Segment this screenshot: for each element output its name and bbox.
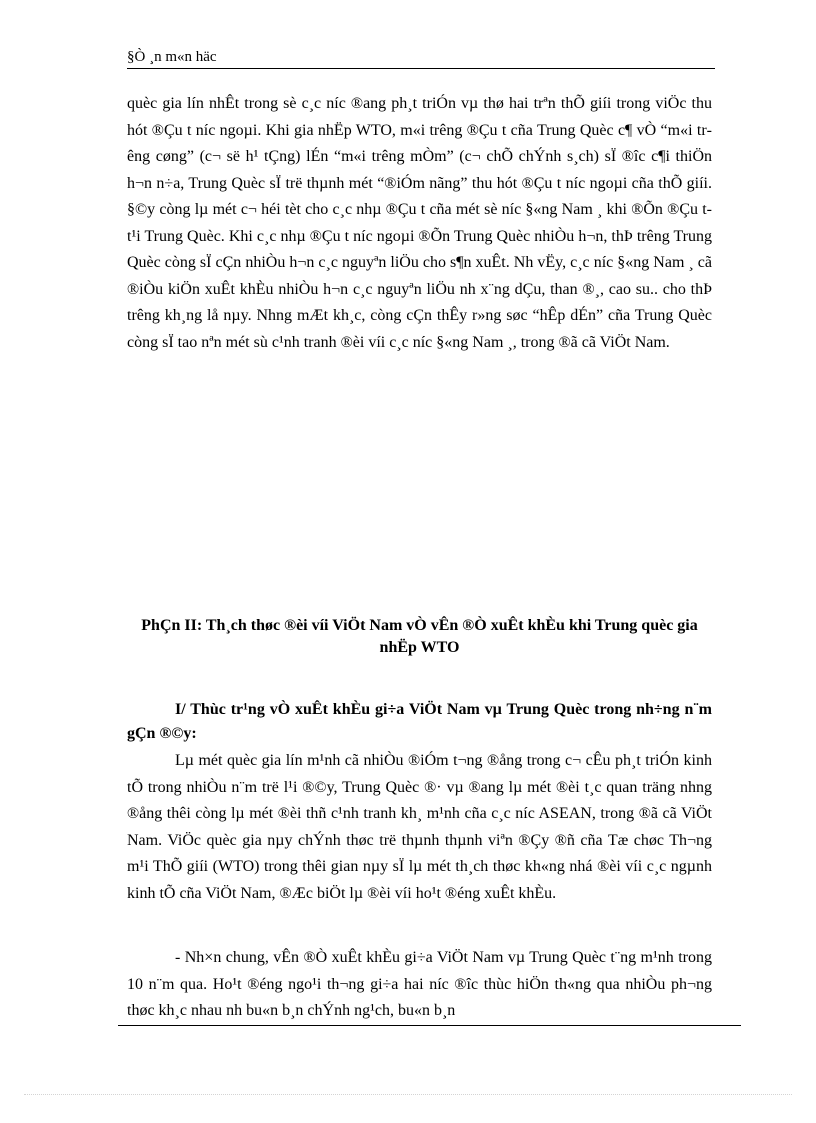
header-divider [127,68,715,69]
section-heading: I/ Thùc tr¹ng vÒ xuÊt khÈu gi÷a ViÖt Nam vµ Trung Quèc trong nh÷ng n¨m gÇn ®©y: [127,701,712,742]
page-break-dotted-line [24,1094,792,1095]
part-heading: PhÇn II: Th¸ch thøc ®èi víi ViÖt Nam vÒ vÊn ®Ò xuÊt khÈu khi Trung quèc gia nhËp WTO [141,617,698,656]
body-paragraph-overview: - Nh×n chung, vÊn ®Ò xuÊt khÈu gi÷a ViÖt Nam vµ Trung Quèc t¨ng m¹nh trong 10 n¨m qua. Ho¹t ®éng ngo¹i th¬ng gi÷a hai níc ®îc thùc hiÖn th«ng qua nhiÒu ph¬ng thøc kh¸c nhau nh bu«n b¸n chÝnh ng¹ch, bu«n b¸n [127,949,712,1019]
running-header: §Ò ¸n m«n häc [127,49,217,65]
footer-divider [118,1025,741,1026]
body-paragraph-continuation: quèc gia lín nhÊt trong sè c¸c níc ®ang ph¸t triÓn vµ thø hai trªn thÕ giíi trong viÖc thu hót ®Çu t níc ngoµi. Khi gia nhËp WTO, m«i trêng ®Çu t cña Trung Quèc c¶ vÒ “m«i trêng cøng” (c¬ së h¹ tÇng) lÉn “m«i trêng mÒm” (c¬ chÕ chÝnh s¸ch) sÏ ®îc c¶i thiÖn h¬n n÷a, Trung Quèc sÏ trë thµnh mét “®iÓm nãng” thu hót ®Çu t níc ngoµi cña thÕ giíi. §©y còng lµ mét c¬ héi tèt cho c¸c nhµ ®Çu t cña mét sè níc §«ng Nam ¸ khi ®Õn ®Çu t t¹i Trung Quèc. Khi c¸c nhµ ®Çu t níc ngoµi ®Õn Trung Quèc nhiÒu h¬n, thÞ trêng Trung Quèc còng sÏ cÇn nhiÒu h¬n c¸c nguyªn liÖu cho s¶n xuÊt. Nh vËy, c¸c níc §«ng Nam ¸ cã ®iÒu kiÖn xuÊt khÈu nhiÒu h¬n c¸c nguyªn liÖu nh x¨ng dÇu, than ®¸, cao su.. cho thÞ trêng kh¸ng lå nµy. Nhng mÆt kh¸c, còng cÇn thÊy r»ng søc “hÊp dÉn” cña Trung Quèc còng sÏ tao nªn mét sù c¹nh tranh ®èi víi c¸c níc §«ng Nam ¸, trong ®ã cã ViÖt Nam. [127,95,712,351]
body-paragraph-intro: Lµ mét quèc gia lín m¹nh cã nhiÒu ®iÓm t¬ng ®ång trong c¬ cÊu ph¸t triÓn kinh tÕ trong nhiÒu n¨m trë l¹i ®©y, Trung Quèc ®· vµ ®ang lµ mét ®èi t¸c quan träng nhng ®ång thêi còng lµ mét ®èi thñ c¹nh tranh kh¸ m¹nh cña c¸c níc ASEAN, trong ®ã cã ViÖt Nam. ViÖc quèc gia nµy chÝnh thøc trë thµnh thµnh viªn ®Çy ®ñ cña Tæ chøc Th¬ng m¹i ThÕ giíi (WTO) trong thêi gian nµy sÏ lµ mét th¸ch thøc kh«ng nhá ®èi víi c¸c ngµnh kinh tÕ cña ViÖt Nam, ®Æc biÖt lµ ®èi víi ho¹t ®éng xuÊt khÈu. [127,752,712,902]
